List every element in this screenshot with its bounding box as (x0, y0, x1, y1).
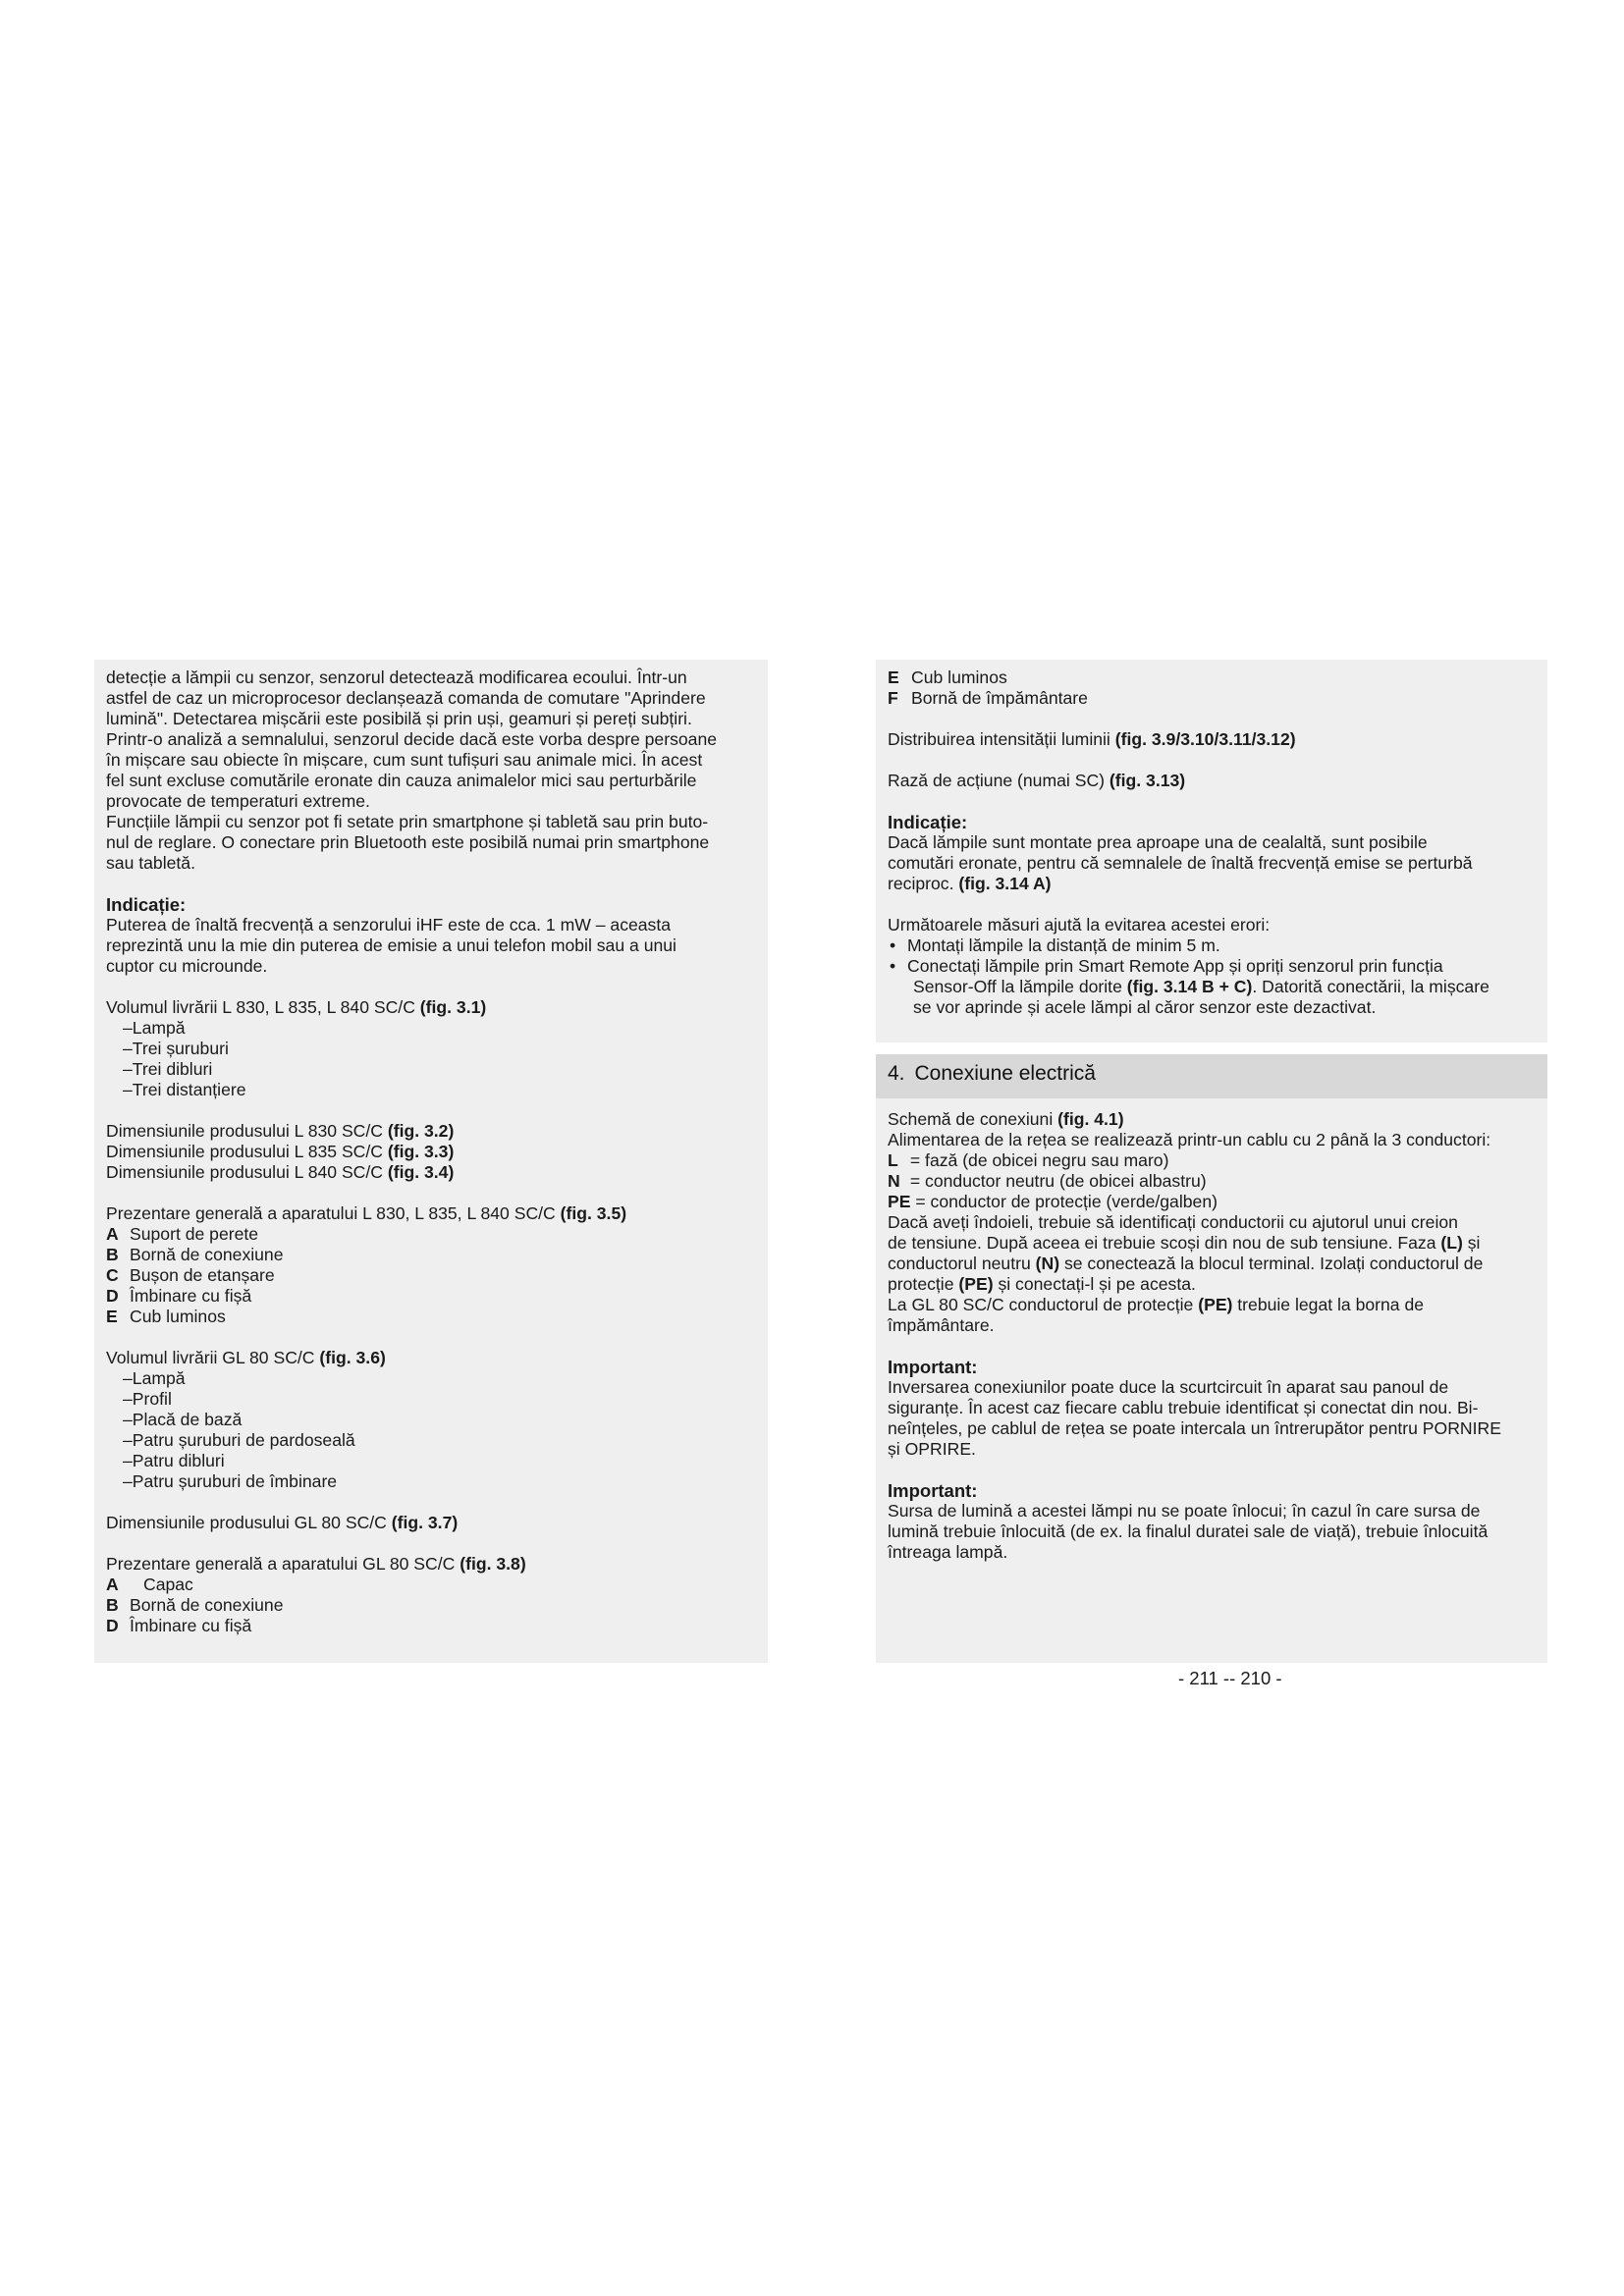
intro-line: astfel de caz un microprocesor declanșează comanda de comutare "Aprindere (106, 688, 706, 708)
intro-line: în mișcare sau obiecte în mișcare, cum sunt tufișuri sau animale mici. În acest (106, 750, 703, 770)
overview-item: B Bornă de conexiune (106, 1245, 284, 1264)
section-title: Conexiune electrică (914, 1062, 1096, 1085)
fig-ref: (fig. 3.1) (419, 997, 487, 1017)
important-line: și OPRIRE. (888, 1439, 976, 1459)
section-separator (876, 1042, 1547, 1054)
bullet-continuation: se vor aprinde și acele lămpi al căror senzor este dezactivat. (913, 997, 1377, 1017)
bullet-item: • Conectați lămpile prin Smart Remote App și opriți senzorul prin funcția (890, 956, 1443, 976)
intro-line: detecție a lămpii cu senzor, senzorul detectează modificarea ecoului. Într-un (106, 667, 687, 687)
page-numbers: - 211 -- 210 - (1178, 1668, 1282, 1688)
note-line: Dacă lămpile sunt montate prea aproape una de cealaltă, sunt posibile (888, 832, 1428, 852)
delivery-item: –Trei distanțiere (123, 1080, 246, 1099)
overview-item: A Capac (106, 1575, 193, 1594)
bullet-item: • Montați lămpile la distanță de minim 5 m. (890, 935, 1220, 955)
delivery-item: –Placă de bază (123, 1410, 243, 1429)
intro-line: lumină". Detectarea mișcării este posibilă și prin uși, geamuri și pereți subțiri. (106, 709, 692, 728)
fig-ref: (fig. 3.5) (560, 1203, 627, 1223)
note-heading: Indicație: (106, 894, 187, 915)
overview-item: B Bornă de conexiune (106, 1595, 284, 1615)
measures-intro: Următoarele măsuri ajută la evitarea acestei erori: (888, 915, 1271, 934)
section-heading (876, 1054, 1547, 1098)
distribution-line: Distribuirea intensității luminii (fig. 3.9/3.10/3.11/3.12) (888, 729, 1296, 749)
dimensions-line: Dimensiunile produsului L 835 SC/C (fig. 3.3) (106, 1142, 455, 1161)
delivery-item: –Patru șuruburi de pardoseală (123, 1430, 355, 1450)
delivery-item: –Patru șuruburi de îmbinare (123, 1471, 338, 1491)
conductor-line: PE = conductor de protecție (verde/galben) (888, 1192, 1218, 1211)
delivery-item: –Lampă (123, 1018, 186, 1038)
intro-line: fel sunt excluse comutările eronate din cauza animalelor mici sau perturbările (106, 771, 697, 790)
fig-ref: (fig. 3.3) (387, 1142, 455, 1161)
doubt-line: Dacă aveți îndoieli, trebuie să identificați conductorii cu ajutorul unui creion (888, 1212, 1458, 1232)
fig-ref: (fig. 3.6) (319, 1348, 386, 1367)
important-heading: Important: (888, 1480, 978, 1501)
overview-item: D Îmbinare cu fișă (106, 1616, 252, 1635)
conductor-line: L = fază (de obicei negru sau maro) (888, 1150, 1169, 1170)
overview-item: E Cub luminos (888, 667, 1007, 687)
fig-ref: (fig. 3.14 A) (958, 874, 1052, 893)
section-content (888, 1109, 1540, 1563)
important-line: siguranțe. În acest caz fiecare cablu trebuie identificat și conectat din nou. Bi- (888, 1398, 1479, 1417)
fig-ref: (fig. 4.1) (1057, 1109, 1124, 1129)
left-column (94, 660, 768, 1663)
gl-line: La GL 80 SC/C conductorul de protecție (PE) trebuie legat la borna de (888, 1295, 1425, 1314)
fig-ref: (fig. 3.14 B + C) (1126, 977, 1253, 996)
overview-item: F Bornă de împământare (888, 688, 1088, 708)
delivery-title: Volumul livrării L 830, L 835, L 840 SC/C (fig. 3.1) (106, 997, 487, 1017)
supply-line: Alimentarea de la rețea se realizează printr-un cablu cu 2 până la 3 conductori: (888, 1130, 1491, 1149)
delivery-item: –Profil (123, 1389, 172, 1409)
note-line: comutări eronate, pentru că semnalele de înaltă frecvență emise se perturbă (888, 853, 1473, 873)
important-line: întreaga lampă. (888, 1542, 1008, 1562)
fig-ref: (fig. 3.2) (387, 1121, 455, 1141)
note-heading: Indicație: (888, 812, 968, 832)
note-line: cuptor cu microunde. (106, 956, 268, 976)
fig-ref: (fig. 3.4) (387, 1162, 455, 1182)
delivery-item: –Lampă (123, 1368, 186, 1388)
intro-line: sau tabletă. (106, 853, 195, 873)
overview-item: E Cub luminos (106, 1307, 226, 1326)
note-line: reciproc. (fig. 3.14 A) (888, 874, 1052, 893)
intro-line: nul de reglare. O conectare prin Bluetooth este posibilă numai prin smartphone (106, 832, 710, 852)
note-line: Puterea de înaltă frecvență a senzorului iHF este de cca. 1 mW – aceasta (106, 915, 672, 934)
fig-ref: (fig. 3.13) (1109, 771, 1186, 790)
fig-ref: (fig. 3.7) (391, 1513, 459, 1532)
doubt-line: de tensiune. După aceea ei trebuie scoși din nou de sub tensiune. Faza (L) și (888, 1233, 1481, 1253)
intro-line: Printr-o analiză a semnalului, senzorul decide dacă este vorba despre persoane (106, 729, 718, 749)
scheme-line: Schemă de conexiuni (fig. 4.1) (888, 1109, 1124, 1129)
important-line: Sursa de lumină a acestei lămpi nu se poate înlocui; în cazul în care sursa de (888, 1501, 1481, 1521)
delivery-title: Volumul livrării GL 80 SC/C (fig. 3.6) (106, 1348, 386, 1367)
delivery-item: –Trei șuruburi (123, 1039, 229, 1058)
doubt-line: protecție (PE) și conectați-l și pe acesta. (888, 1274, 1196, 1294)
bullet-continuation: Sensor-Off la lămpile dorite (fig. 3.14 B + C). Datorită conectării, la mișcare (913, 977, 1489, 996)
dimensions-line: Dimensiunile produsului GL 80 SC/C (fig. 3.7) (106, 1513, 459, 1532)
bullet-icon: • (890, 935, 896, 955)
dimensions-line: Dimensiunile produsului L 830 SC/C (fig. 3.2) (106, 1121, 455, 1141)
important-line: lumină trebuie înlocuită (de ex. la finalul duratei sale de viață), trebuie înlocuită (888, 1522, 1489, 1541)
bullet-icon: • (890, 956, 896, 976)
important-line: neînțeles, pe cablul de rețea se poate intercala un întrerupător pentru PORNIRE (888, 1418, 1501, 1438)
dimensions-line: Dimensiunile produsului L 840 SC/C (fig. 3.4) (106, 1162, 455, 1182)
overview-title: Prezentare generală a aparatului L 830, L 835, L 840 SC/C (fig. 3.5) (106, 1203, 627, 1223)
section-number: 4. (888, 1062, 905, 1085)
range-line: Rază de acțiune (numai SC) (fig. 3.13) (888, 771, 1186, 790)
conductor-line: N = conductor neutru (de obicei albastru) (888, 1171, 1207, 1191)
delivery-item: –Trei dibluri (123, 1059, 213, 1079)
gl-line: împământare. (888, 1315, 995, 1335)
fig-ref: (fig. 3.8) (460, 1554, 526, 1574)
delivery-item: –Patru dibluri (123, 1451, 225, 1470)
important-heading: Important: (888, 1357, 978, 1377)
note-line: reprezintă unu la mie din puterea de emisie a unui telefon mobil sau a unui (106, 935, 677, 955)
fig-ref: (fig. 3.9/3.10/3.11/3.12) (1114, 729, 1296, 749)
overview-item: A Suport de perete (106, 1224, 259, 1244)
intro-line: provocate de temperaturi extreme. (106, 791, 370, 811)
intro-line: Funcțiile lămpii cu senzor pot fi setate prin smartphone și tabletă sau prin buto- (106, 812, 709, 831)
overview-item: D Îmbinare cu fișă (106, 1286, 252, 1306)
doubt-line: conductorul neutru (N) se conectează la blocul terminal. Izolați conductorul de (888, 1254, 1484, 1273)
important-line: Inversarea conexiunilor poate duce la scurtcircuit în aparat sau panoul de (888, 1377, 1449, 1397)
overview-title: Prezentare generală a aparatului GL 80 SC/C (fig. 3.8) (106, 1554, 526, 1574)
overview-item: C Bușon de etanșare (106, 1265, 275, 1285)
